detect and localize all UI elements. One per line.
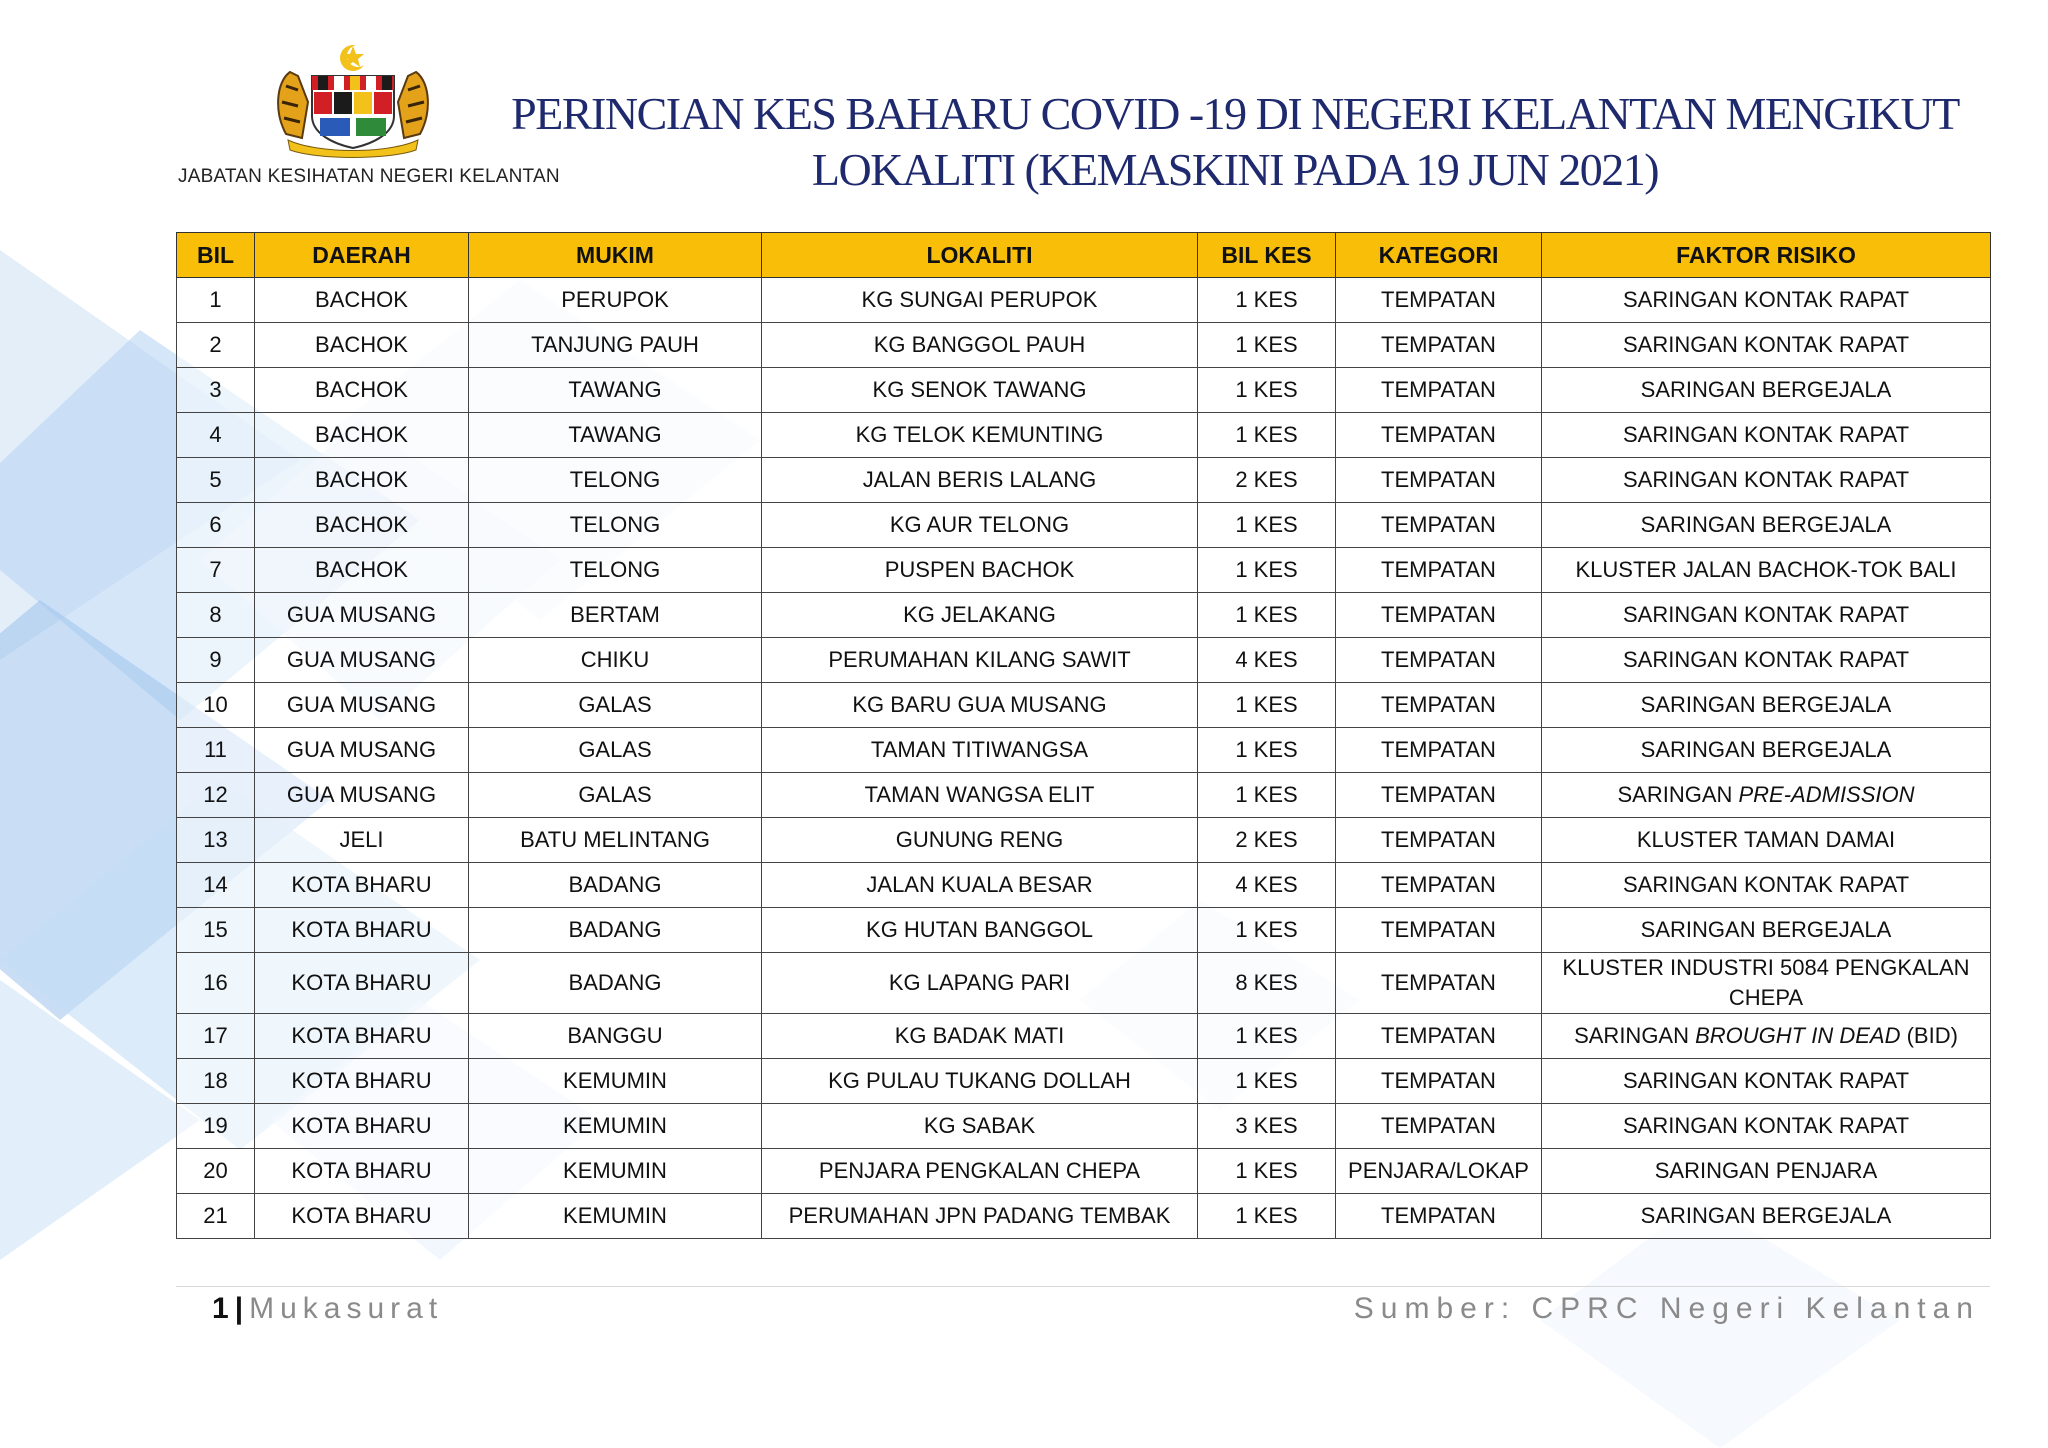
cell-daerah: GUA MUSANG bbox=[255, 683, 469, 728]
cell-mukim: TAWANG bbox=[469, 368, 762, 413]
cell-bil-kes: 1 KES bbox=[1198, 908, 1336, 953]
cell-kategori: TEMPATAN bbox=[1336, 863, 1542, 908]
cell-kategori: TEMPATAN bbox=[1336, 683, 1542, 728]
cell-daerah: KOTA BHARU bbox=[255, 1059, 469, 1104]
cell-daerah: BACHOK bbox=[255, 458, 469, 503]
cell-daerah: KOTA BHARU bbox=[255, 863, 469, 908]
cell-daerah: GUA MUSANG bbox=[255, 593, 469, 638]
cell-kategori: TEMPATAN bbox=[1336, 413, 1542, 458]
cell-lokaliti: TAMAN TITIWANGSA bbox=[762, 728, 1198, 773]
cell-kategori: TEMPATAN bbox=[1336, 323, 1542, 368]
cell-mukim: TELONG bbox=[469, 503, 762, 548]
cell-faktor-risiko: KLUSTER TAMAN DAMAI bbox=[1542, 818, 1991, 863]
table-row bbox=[177, 818, 1991, 863]
cell-faktor-risiko: SARINGAN BERGEJALA bbox=[1542, 683, 1991, 728]
cell-mukim: KEMUMIN bbox=[469, 1104, 762, 1149]
cell-faktor-risiko: SARINGAN BERGEJALA bbox=[1542, 908, 1991, 953]
source-note: Sumber: CPRC Negeri Kelantan bbox=[1353, 1292, 1980, 1325]
cell-bil-kes: 3 KES bbox=[1198, 1104, 1336, 1149]
page-label: Mukasurat bbox=[249, 1292, 444, 1325]
header-daerah: DAERAH bbox=[255, 233, 469, 278]
cell-lokaliti: KG BANGGOL PAUH bbox=[762, 323, 1198, 368]
cell-daerah: JELI bbox=[255, 818, 469, 863]
table-header-row bbox=[177, 233, 1991, 278]
cell-faktor-risiko: SARINGAN KONTAK RAPAT bbox=[1542, 458, 1991, 503]
page-title bbox=[480, 86, 1990, 198]
cell-bil-kes: 1 KES bbox=[1198, 728, 1336, 773]
cell-faktor-risiko: SARINGAN PENJARA bbox=[1542, 1149, 1991, 1194]
cell-bil: 4 bbox=[177, 413, 255, 458]
cell-daerah: GUA MUSANG bbox=[255, 773, 469, 818]
cell-faktor-risiko: SARINGAN KONTAK RAPAT bbox=[1542, 323, 1991, 368]
table-row bbox=[177, 323, 1991, 368]
header-faktor-risiko: FAKTOR RISIKO bbox=[1542, 233, 1991, 278]
cell-kategori: TEMPATAN bbox=[1336, 728, 1542, 773]
table-row bbox=[177, 953, 1991, 1014]
title-line-2: LOKALITI (KEMASKINI PADA 19 JUN 2021) bbox=[811, 144, 1659, 195]
faktor-italic-text: BROUGHT IN DEAD bbox=[1695, 1023, 1901, 1048]
cell-kategori: TEMPATAN bbox=[1336, 773, 1542, 818]
footer-divider bbox=[176, 1286, 1990, 1287]
cell-mukim: BATU MELINTANG bbox=[469, 818, 762, 863]
cell-daerah: GUA MUSANG bbox=[255, 638, 469, 683]
cell-bil: 19 bbox=[177, 1104, 255, 1149]
cell-daerah: BACHOK bbox=[255, 548, 469, 593]
table-row bbox=[177, 593, 1991, 638]
faktor-text: SARINGAN bbox=[1574, 1023, 1696, 1048]
table-row bbox=[177, 863, 1991, 908]
title-line-1: PERINCIAN KES BAHARU COVID -19 DI NEGERI KELANTAN MENGIKUT bbox=[511, 88, 1959, 139]
cell-bil: 12 bbox=[177, 773, 255, 818]
cell-kategori: TEMPATAN bbox=[1336, 908, 1542, 953]
cell-lokaliti: KG HUTAN BANGGOL bbox=[762, 908, 1198, 953]
cell-kategori: TEMPATAN bbox=[1336, 638, 1542, 683]
cell-bil: 1 bbox=[177, 278, 255, 323]
cell-bil: 21 bbox=[177, 1194, 255, 1239]
table-row bbox=[177, 1059, 1991, 1104]
table-row bbox=[177, 638, 1991, 683]
cell-bil-kes: 1 KES bbox=[1198, 683, 1336, 728]
cell-faktor-risiko bbox=[1542, 1014, 1991, 1059]
cell-bil: 20 bbox=[177, 1149, 255, 1194]
page-number bbox=[212, 1292, 443, 1326]
cell-bil-kes: 1 KES bbox=[1198, 1014, 1336, 1059]
cell-mukim: CHIKU bbox=[469, 638, 762, 683]
cell-bil-kes: 1 KES bbox=[1198, 323, 1336, 368]
cell-kategori: TEMPATAN bbox=[1336, 278, 1542, 323]
faktor-text: SARINGAN bbox=[1617, 782, 1739, 807]
cell-bil-kes: 8 KES bbox=[1198, 953, 1336, 1014]
cell-lokaliti: KG BADAK MATI bbox=[762, 1014, 1198, 1059]
cell-faktor-risiko: SARINGAN KONTAK RAPAT bbox=[1542, 278, 1991, 323]
cell-mukim: GALAS bbox=[469, 773, 762, 818]
cell-kategori: TEMPATAN bbox=[1336, 593, 1542, 638]
cell-bil-kes: 1 KES bbox=[1198, 593, 1336, 638]
page-separator: | bbox=[234, 1292, 244, 1325]
cell-lokaliti: KG BARU GUA MUSANG bbox=[762, 683, 1198, 728]
cell-faktor-risiko: SARINGAN KONTAK RAPAT bbox=[1542, 863, 1991, 908]
malaysia-coat-of-arms-icon bbox=[268, 42, 438, 160]
table-row bbox=[177, 278, 1991, 323]
cell-mukim: BANGGU bbox=[469, 1014, 762, 1059]
cell-bil: 3 bbox=[177, 368, 255, 413]
cell-bil: 18 bbox=[177, 1059, 255, 1104]
cell-mukim: KEMUMIN bbox=[469, 1059, 762, 1104]
cell-kategori: TEMPATAN bbox=[1336, 458, 1542, 503]
cell-lokaliti: PENJARA PENGKALAN CHEPA bbox=[762, 1149, 1198, 1194]
cell-lokaliti: GUNUNG RENG bbox=[762, 818, 1198, 863]
cell-lokaliti: KG AUR TELONG bbox=[762, 503, 1198, 548]
cell-kategori: TEMPATAN bbox=[1336, 1194, 1542, 1239]
table-row bbox=[177, 548, 1991, 593]
cell-lokaliti: KG SABAK bbox=[762, 1104, 1198, 1149]
table-row bbox=[177, 1149, 1991, 1194]
cell-daerah: BACHOK bbox=[255, 368, 469, 413]
cell-bil: 16 bbox=[177, 953, 255, 1014]
cell-mukim: BADANG bbox=[469, 863, 762, 908]
table-row bbox=[177, 683, 1991, 728]
cell-mukim: BERTAM bbox=[469, 593, 762, 638]
cell-bil-kes: 1 KES bbox=[1198, 1149, 1336, 1194]
table-row bbox=[177, 458, 1991, 503]
cell-daerah: KOTA BHARU bbox=[255, 1149, 469, 1194]
cell-kategori: TEMPATAN bbox=[1336, 953, 1542, 1014]
page-number-value: 1 bbox=[212, 1292, 229, 1325]
cell-bil: 6 bbox=[177, 503, 255, 548]
cell-mukim: KEMUMIN bbox=[469, 1149, 762, 1194]
cell-daerah: GUA MUSANG bbox=[255, 728, 469, 773]
cell-lokaliti: KG JELAKANG bbox=[762, 593, 1198, 638]
table-row bbox=[177, 503, 1991, 548]
cell-lokaliti: PERUMAHAN KILANG SAWIT bbox=[762, 638, 1198, 683]
header-lokaliti: LOKALITI bbox=[762, 233, 1198, 278]
cell-faktor-risiko: SARINGAN KONTAK RAPAT bbox=[1542, 638, 1991, 683]
cell-mukim: TAWANG bbox=[469, 413, 762, 458]
cell-bil-kes: 1 KES bbox=[1198, 278, 1336, 323]
cell-faktor-risiko: SARINGAN BERGEJALA bbox=[1542, 1194, 1991, 1239]
cell-daerah: BACHOK bbox=[255, 278, 469, 323]
header-bil-kes: BIL KES bbox=[1198, 233, 1336, 278]
cell-bil-kes: 1 KES bbox=[1198, 1194, 1336, 1239]
cell-lokaliti: JALAN KUALA BESAR bbox=[762, 863, 1198, 908]
cell-bil-kes: 1 KES bbox=[1198, 503, 1336, 548]
cell-lokaliti: JALAN BERIS LALANG bbox=[762, 458, 1198, 503]
cell-lokaliti: TAMAN WANGSA ELIT bbox=[762, 773, 1198, 818]
cell-mukim: BADANG bbox=[469, 908, 762, 953]
cell-daerah: KOTA BHARU bbox=[255, 953, 469, 1014]
table-row bbox=[177, 1194, 1991, 1239]
cell-daerah: BACHOK bbox=[255, 413, 469, 458]
faktor-italic-text: PRE-ADMISSION bbox=[1738, 782, 1915, 807]
table-row bbox=[177, 413, 1991, 458]
cell-bil: 10 bbox=[177, 683, 255, 728]
table-row bbox=[177, 908, 1991, 953]
cell-bil-kes: 4 KES bbox=[1198, 863, 1336, 908]
cell-bil: 15 bbox=[177, 908, 255, 953]
cell-kategori: TEMPATAN bbox=[1336, 368, 1542, 413]
cell-mukim: GALAS bbox=[469, 728, 762, 773]
cell-mukim: GALAS bbox=[469, 683, 762, 728]
faktor-suffix-text: (BID) bbox=[1900, 1023, 1958, 1048]
cell-lokaliti: KG LAPANG PARI bbox=[762, 953, 1198, 1014]
cell-bil-kes: 1 KES bbox=[1198, 773, 1336, 818]
cases-table bbox=[176, 232, 1991, 1239]
cell-faktor-risiko bbox=[1542, 773, 1991, 818]
cell-daerah: KOTA BHARU bbox=[255, 1104, 469, 1149]
cell-daerah: BACHOK bbox=[255, 323, 469, 368]
cell-bil: 14 bbox=[177, 863, 255, 908]
cell-daerah: KOTA BHARU bbox=[255, 1014, 469, 1059]
cell-daerah: KOTA BHARU bbox=[255, 908, 469, 953]
cell-kategori: TEMPATAN bbox=[1336, 1059, 1542, 1104]
cell-bil-kes: 1 KES bbox=[1198, 413, 1336, 458]
cell-daerah: BACHOK bbox=[255, 503, 469, 548]
table-row bbox=[177, 1104, 1991, 1149]
cell-faktor-risiko: KLUSTER JALAN BACHOK-TOK BALI bbox=[1542, 548, 1991, 593]
cell-mukim: KEMUMIN bbox=[469, 1194, 762, 1239]
cell-mukim: TANJUNG PAUH bbox=[469, 323, 762, 368]
cell-mukim: TELONG bbox=[469, 458, 762, 503]
table-row bbox=[177, 728, 1991, 773]
cell-kategori: TEMPATAN bbox=[1336, 548, 1542, 593]
cell-faktor-risiko: SARINGAN KONTAK RAPAT bbox=[1542, 593, 1991, 638]
cell-faktor-risiko: KLUSTER INDUSTRI 5084 PENGKALAN CHEPA bbox=[1542, 953, 1991, 1014]
cell-mukim: TELONG bbox=[469, 548, 762, 593]
cell-faktor-risiko: SARINGAN BERGEJALA bbox=[1542, 503, 1991, 548]
table-row bbox=[177, 1014, 1991, 1059]
cell-kategori: PENJARA/LOKAP bbox=[1336, 1149, 1542, 1194]
cell-bil: 9 bbox=[177, 638, 255, 683]
cell-faktor-risiko: SARINGAN BERGEJALA bbox=[1542, 368, 1991, 413]
cell-bil: 11 bbox=[177, 728, 255, 773]
cell-lokaliti: KG SUNGAI PERUPOK bbox=[762, 278, 1198, 323]
cell-bil-kes: 2 KES bbox=[1198, 458, 1336, 503]
cell-lokaliti: KG PULAU TUKANG DOLLAH bbox=[762, 1059, 1198, 1104]
table-row bbox=[177, 773, 1991, 818]
cell-lokaliti: KG SENOK TAWANG bbox=[762, 368, 1198, 413]
cell-faktor-risiko: SARINGAN KONTAK RAPAT bbox=[1542, 413, 1991, 458]
cell-kategori: TEMPATAN bbox=[1336, 1014, 1542, 1059]
cell-bil-kes: 1 KES bbox=[1198, 1059, 1336, 1104]
cell-kategori: TEMPATAN bbox=[1336, 503, 1542, 548]
cell-mukim: PERUPOK bbox=[469, 278, 762, 323]
cell-daerah: KOTA BHARU bbox=[255, 1194, 469, 1239]
cell-bil-kes: 1 KES bbox=[1198, 368, 1336, 413]
cell-bil-kes: 4 KES bbox=[1198, 638, 1336, 683]
cell-bil: 5 bbox=[177, 458, 255, 503]
cell-faktor-risiko: SARINGAN KONTAK RAPAT bbox=[1542, 1104, 1991, 1149]
cell-bil: 13 bbox=[177, 818, 255, 863]
cell-faktor-risiko: SARINGAN BERGEJALA bbox=[1542, 728, 1991, 773]
cell-bil-kes: 2 KES bbox=[1198, 818, 1336, 863]
cell-bil: 8 bbox=[177, 593, 255, 638]
cell-bil-kes: 1 KES bbox=[1198, 548, 1336, 593]
department-name: JABATAN KESIHATAN NEGERI KELANTAN bbox=[178, 166, 560, 187]
cell-bil: 17 bbox=[177, 1014, 255, 1059]
cell-lokaliti: KG TELOK KEMUNTING bbox=[762, 413, 1198, 458]
cell-bil: 7 bbox=[177, 548, 255, 593]
cell-lokaliti: PERUMAHAN JPN PADANG TEMBAK bbox=[762, 1194, 1198, 1239]
header-mukim: MUKIM bbox=[469, 233, 762, 278]
cell-mukim: BADANG bbox=[469, 953, 762, 1014]
cell-kategori: TEMPATAN bbox=[1336, 1104, 1542, 1149]
cell-faktor-risiko: SARINGAN KONTAK RAPAT bbox=[1542, 1059, 1991, 1104]
cell-lokaliti: PUSPEN BACHOK bbox=[762, 548, 1198, 593]
header-bil: BIL bbox=[177, 233, 255, 278]
cell-bil: 2 bbox=[177, 323, 255, 368]
cell-kategori: TEMPATAN bbox=[1336, 818, 1542, 863]
header-kategori: KATEGORI bbox=[1336, 233, 1542, 278]
table-row bbox=[177, 368, 1991, 413]
